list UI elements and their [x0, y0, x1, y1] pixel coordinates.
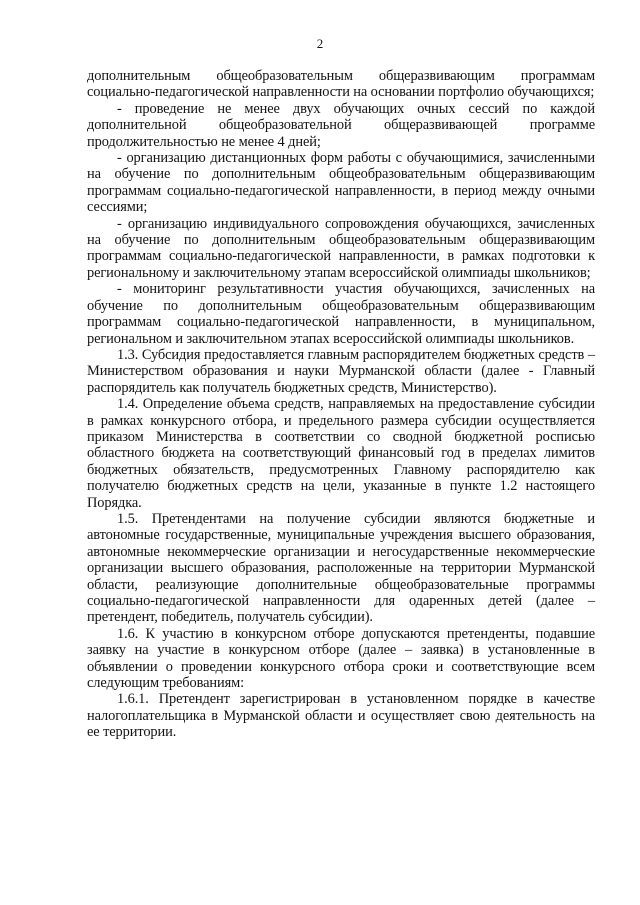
paragraph: - проведение не менее двух обучающих очных сессий по каждой дополнительной общеобразовательной общеразвивающей программе продолжительностью не менее 4 дней; — [87, 100, 595, 150]
paragraph: - мониторинг результативности участия обучающихся, зачисленных на обучение по дополнительным общеобразовательным общеразвивающим программам социально-педагогической направленности, в муниципальном, региональном и заключительном этапах всероссийской олимпиады школьников. — [87, 281, 595, 347]
paragraph: 1.3. Субсидия предоставляется главным распорядителем бюджетных средств – Министерством образования и науки Мурманской области (далее - Главный распорядитель как получатель бюджетных средств, Министерство). — [87, 346, 595, 396]
paragraph: дополнительным общеобразовательным общеразвивающим программам социально-педагогической направленности на основании портфолио обучающихся; — [87, 68, 595, 101]
paragraph: 1.6.1. Претендент зарегистрирован в установленном порядке в качестве налогоплательщика в Мурманской области и осуществляет свою деятельность на ее территории. — [87, 691, 595, 741]
paragraph: 1.5. Претендентами на получение субсидии являются бюджетные и автономные государственные, муниципальные учреждения высшего образования, автономные некоммерческие организации и негосударственные некоммерческие организации высшего образования, расположенные на территории Мурманской области, реализующие дополнительные общеобразовательные программы социально-педагогической направленности для одаренных детей (далее – претендент, победитель, получатель субсидии). — [87, 510, 595, 626]
paragraph: - организацию индивидуального сопровождения обучающихся, зачисленных на обучение по дополнительным общеобразовательным общеразвивающим программам социально-педагогической направленности, в рамках подготовки к региональному и заключительному этапам всероссийской олимпиады школьников; — [87, 215, 595, 281]
paragraph: 1.6. К участию в конкурсном отборе допускаются претенденты, подавшие заявку на участие в конкурсном отборе (далее – заявка) в установленные в объявлении о проведении конкурсного отбора сроки и соответствующие всем следующим требованиям: — [87, 625, 595, 692]
document-body — [87, 68, 595, 741]
paragraph: - организацию дистанционных форм работы с обучающимися, зачисленными на обучение по дополнительным общеобразовательным общеразвивающим программам социально-педагогической направленности, в период между очными сессиями; — [87, 150, 595, 216]
page-number: 2 — [316, 36, 324, 51]
paragraph: 1.4. Определение объема средств, направляемых на предоставление субсидии в рамках конкурсного отбора, и предельного размера субсидии осуществляется приказом Министерства в соответствии со сводной бюджетной росписью областного бюджета на соответствующий финансовый год в пределах лимитов бюджетных обязательств, предусмотренных Главному распорядителю как получателю бюджетных средств на цели, указанные в пункте 1.2 настоящего Порядка. — [87, 396, 595, 511]
